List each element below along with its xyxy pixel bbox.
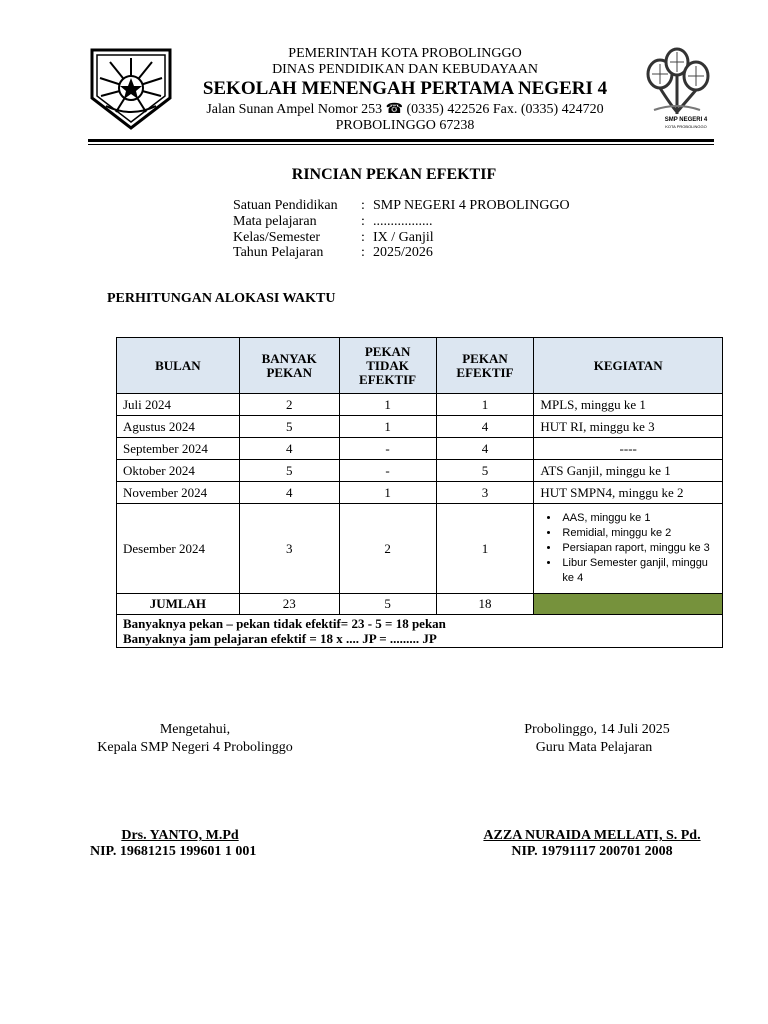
cell-bulan: September 2024 [117,438,240,460]
header-bulan: BULAN [117,338,240,394]
table-row [117,460,723,482]
letterhead-thin-rule [88,144,714,145]
letterhead-address: Jalan Sunan Ampel Nomor 253 ☎ (0335) 422526 Fax. (0335) 424720 [206,102,604,117]
info-value: 2025/2026 [373,245,433,260]
cell-kegiatan: MPLS, minggu ke 1 [534,394,723,416]
info-row-mapel [233,214,433,230]
sig-left-name [90,828,270,844]
sig-left-nip: NIP. 19681215 199601 1 001 [90,844,257,859]
info-sep: : [361,245,365,260]
summary-weeks: Banyaknya pekan – pekan tidak efektif= 23 - 5 = 18 pekan [123,616,446,631]
cell-kegiatan: HUT RI, minggu ke 3 [534,416,723,438]
list-item: • Persiapan raport, minggu ke 3 [560,541,718,556]
cell-efektif: 5 [436,460,534,482]
cell-tidak: 2 [339,504,436,594]
table-summary-row [117,615,723,648]
cell-kegiatan-list [534,504,723,594]
info-row-tahun [233,245,433,261]
table-row [117,438,723,460]
cell-efektif: 4 [436,416,534,438]
header-pekan-tidak-efektif: PEKAN TIDAK EFEKTIF [339,338,436,394]
cell-tidak: - [339,460,436,482]
sig-left-position: Kepala SMP Negeri 4 Probolinggo [97,740,293,755]
table-row-december [117,504,723,594]
total-label: JUMLAH [117,594,240,615]
section-title: PERHITUNGAN ALOKASI WAKTU [107,291,336,306]
info-row-satuan [233,198,570,214]
sig-right-name [470,828,714,844]
logo-text-school: SMP NEGERI 4 [664,117,708,123]
cell-banyak: 2 [239,394,339,416]
info-label: Mata pelajaran [233,214,317,229]
cell-kegiatan: ---- [534,438,723,460]
document-title: RINCIAN PEKAN EFEKTIF [291,166,497,183]
sig-left-name-text: Drs. YANTO, M.Pd [121,828,239,843]
cell-tidak: 1 [339,416,436,438]
total-kegiatan-highlight [534,594,723,615]
letterhead-city: PROBOLINGGO 67238 [335,118,475,133]
info-value: SMP NEGERI 4 PROBOLINGGO [373,198,570,213]
info-sep: : [361,230,365,245]
table-row [117,394,723,416]
city-emblem-logo [88,46,174,130]
total-tidak: 5 [339,594,436,615]
cell-bulan: Juli 2024 [117,394,240,416]
cell-banyak: 4 [239,438,339,460]
allocation-table [116,337,723,648]
cell-banyak: 4 [239,482,339,504]
letterhead-thick-rule [88,139,714,142]
school-logo [640,44,714,134]
cell-kegiatan: ATS Ganjil, minggu ke 1 [534,460,723,482]
summary-hours: Banyaknya jam pelajaran efektif = 18 x .... JP = ......... JP [123,631,437,646]
sig-right-date: Probolinggo, 14 Juli 2025 [524,722,670,737]
cell-tidak: - [339,438,436,460]
info-label: Satuan Pendidikan [233,198,338,213]
table-header-row [117,338,723,394]
sig-left-acknowledge: Mengetahui, [159,722,231,737]
table-total-row [117,594,723,615]
info-label: Kelas/Semester [233,230,321,245]
letterhead-school-name: SEKOLAH MENENGAH PERTAMA NEGERI 4 [202,78,608,99]
cell-efektif: 1 [436,504,534,594]
table-row [117,482,723,504]
cell-efektif: 1 [436,394,534,416]
info-sep: : [361,198,365,213]
total-banyak: 23 [239,594,339,615]
logo-text-city: KOTA PROBOLINGGO [665,124,707,129]
cell-tidak: 1 [339,394,436,416]
sig-right-name-text: AZZA NURAIDA MELLATI, S. Pd. [483,828,701,843]
info-sep: : [361,214,365,229]
letterhead-government: PEMERINTAH KOTA PROBOLINGGO [288,46,522,61]
cell-bulan: November 2024 [117,482,240,504]
header-banyak-pekan: BANYAK PEKAN [239,338,339,394]
header-kegiatan: KEGIATAN [534,338,723,394]
list-item: • Libur Semester ganjil, minggu ke 4 [560,556,718,586]
info-value: ................. [373,214,433,229]
list-item: • Remidial, minggu ke 2 [560,526,718,541]
total-efektif: 18 [436,594,534,615]
list-item: • AAS, minggu ke 1 [560,511,718,526]
cell-banyak: 3 [239,504,339,594]
cell-kegiatan: HUT SMPN4, minggu ke 2 [534,482,723,504]
cell-banyak: 5 [239,416,339,438]
sig-right-position: Guru Mata Pelajaran [535,740,653,755]
cell-bulan: Desember 2024 [117,504,240,594]
cell-efektif: 4 [436,438,534,460]
info-row-kelas [233,230,434,246]
info-value: IX / Ganjil [373,230,434,245]
cell-banyak: 5 [239,460,339,482]
cell-efektif: 3 [436,482,534,504]
cell-bulan: Agustus 2024 [117,416,240,438]
info-label: Tahun Pelajaran [233,245,324,260]
header-pekan-efektif: PEKAN EFEKTIF [436,338,534,394]
cell-tidak: 1 [339,482,436,504]
table-row [117,416,723,438]
cell-bulan: Oktober 2024 [117,460,240,482]
letterhead-department: DINAS PENDIDIKAN DAN KEBUDAYAAN [272,62,538,77]
sig-right-nip: NIP. 19791117 200701 2008 [511,844,673,859]
activity-bullet-list [538,511,718,586]
summary-cell [117,615,723,648]
